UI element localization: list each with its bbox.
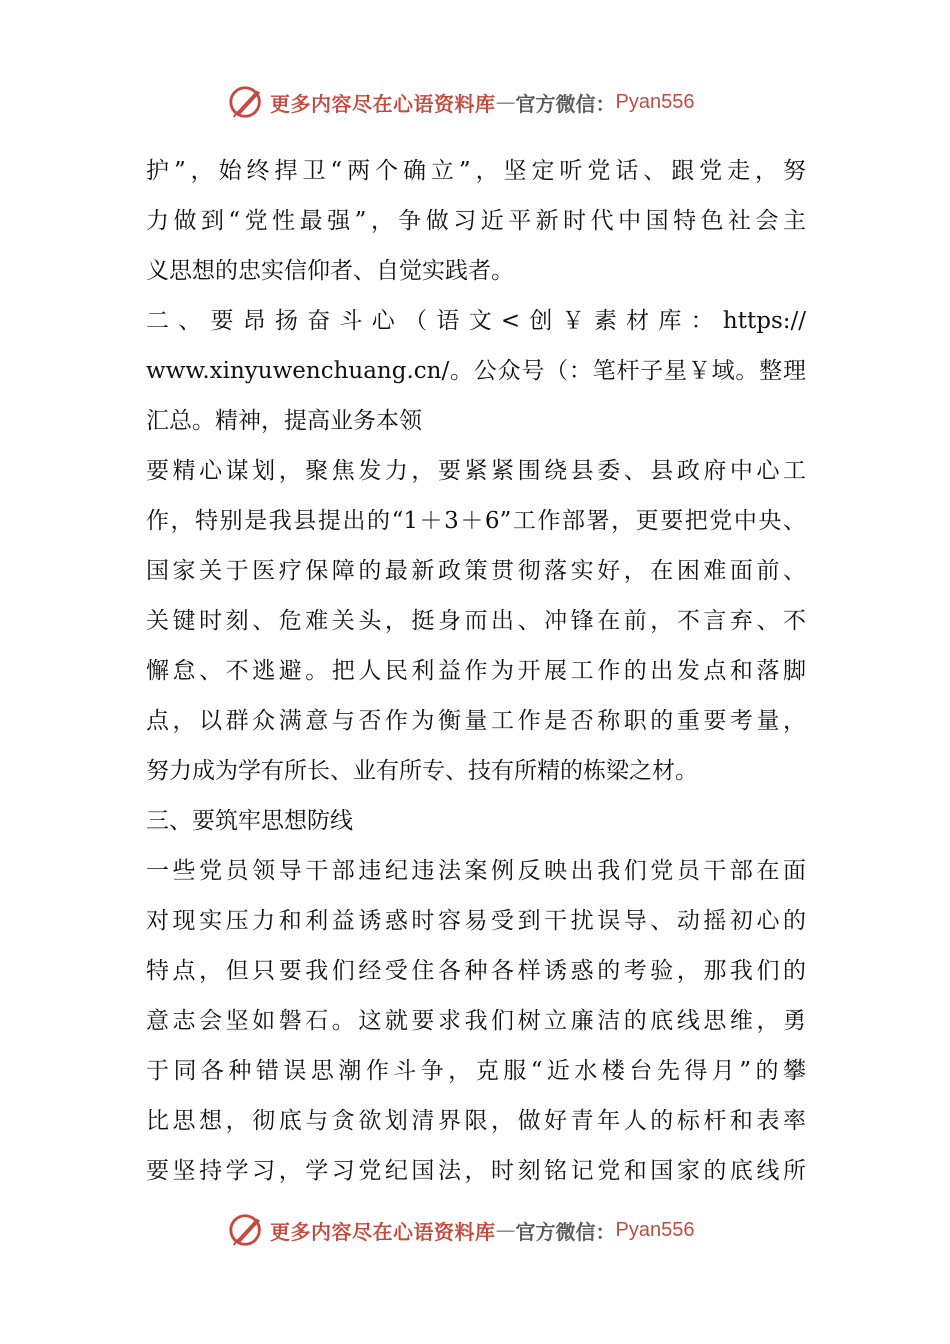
body-line: 国家关于医疗保障的最新政策贯彻落实好，在困难面前、	[146, 558, 806, 584]
body-line: 力做到“党性最强”，争做习近平新时代中国特色社会主	[146, 208, 806, 234]
banner-site-text: 更多内容尽在心语资料库	[270, 91, 496, 116]
body-line: 点，以群众满意与否作为衡量工作是否称职的重要考量，	[146, 708, 806, 734]
body-line: 要精心谋划，聚焦发力，要紧紧围绕县委、县政府中心工	[146, 458, 806, 484]
banner-wechat-id: Pyan556	[615, 1218, 695, 1241]
body-line: 于同各种错误思潮作斗争，克服“近水楼台先得月”的攀	[146, 1058, 806, 1084]
quill-logo-icon	[228, 83, 266, 121]
body-line: 汇总。精神，提高业务本领	[146, 408, 422, 434]
banner-official-label: 官方微信：	[515, 91, 616, 116]
banner-site-text: 更多内容尽在心语资料库	[270, 1219, 496, 1244]
body-line: 懈怠、不逃避。把人民利益作为开展工作的出发点和落脚	[146, 658, 806, 684]
body-line: 比思想，彻底与贪欲划清界限，做好青年人的标杆和表率	[146, 1108, 806, 1134]
banner-official-label: 官方微信：	[515, 1219, 616, 1244]
banner-wechat-id: Pyan556	[615, 90, 695, 113]
header-banner	[228, 82, 694, 122]
document-body	[146, 146, 806, 1196]
banner-separator: —	[495, 90, 516, 114]
body-line: 义思想的忠实信仰者、自觉实践者。	[146, 258, 514, 284]
footer-banner	[228, 1210, 694, 1250]
body-line: 特点，但只要我们经受住各种各样诱惑的考验，那我们的	[146, 958, 806, 984]
body-line: 要坚持学习，学习党纪国法，时刻铭记党和国家的底线所	[146, 1158, 806, 1184]
body-line: www.xinyuwenchuang.cn/。公众号（：笔杆子星￥域。整理	[146, 358, 806, 384]
body-line: 对现实压力和利益诱惑时容易受到干扰误导、动摇初心的	[146, 908, 806, 934]
quill-logo-icon	[228, 1211, 266, 1249]
body-line: 护”，始终捍卫“两个确立”，坚定听党话、跟党走，努	[146, 158, 806, 184]
banner-separator: —	[495, 1218, 516, 1242]
body-line: 二、要昂扬奋斗心（语文<创￥素材库：https://	[146, 308, 806, 334]
body-line: 一些党员领导干部违纪违法案例反映出我们党员干部在面	[146, 858, 806, 884]
body-line: 意志会坚如磐石。这就要求我们树立廉洁的底线思维，勇	[146, 1008, 806, 1034]
body-line: 关键时刻、危难关头，挺身而出、冲锋在前，不言弃、不	[146, 608, 806, 634]
body-line: 作，特别是我县提出的“1＋3＋6”工作部署，更要把党中央、	[146, 508, 806, 534]
body-line: 努力成为学有所长、业有所专、技有所精的栋梁之材。	[146, 758, 698, 784]
section-heading: 三、要筑牢思想防线	[146, 808, 353, 834]
